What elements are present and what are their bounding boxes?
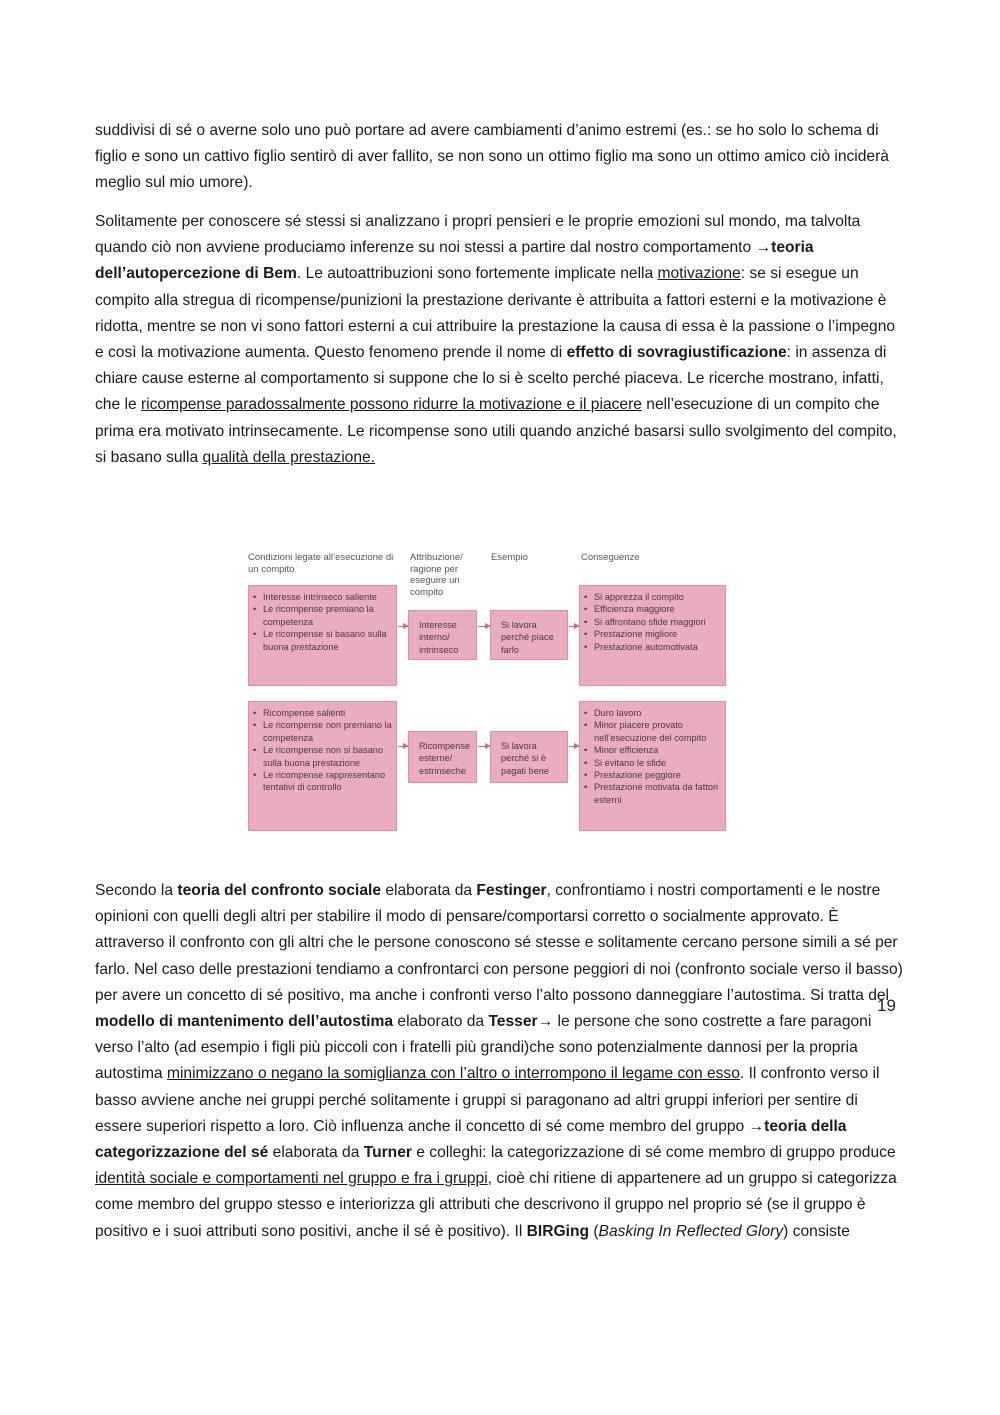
- list-item: • Prestazione peggiore: [580, 769, 725, 781]
- row1-conditions-list: [249, 591, 396, 653]
- italic-basking: Basking In Reflected Glory: [598, 1222, 784, 1240]
- arrow: [398, 626, 408, 627]
- row1-attribution-box: [408, 610, 477, 660]
- bold-term-festinger: Festinger: [476, 882, 547, 899]
- list-item: • Efficienza maggiore: [580, 603, 725, 615]
- list-item: • Le ricompense non premiano la competenza: [249, 719, 396, 744]
- bold-term-mantenimento-autostima: modello di mantenimento dell’autostima: [95, 1013, 394, 1031]
- row2-example-text: Si lavora perché si è pagati bene: [501, 741, 550, 776]
- page-number: 19: [877, 996, 896, 1015]
- bold-term-confronto-sociale: teoria del confronto sociale: [177, 882, 381, 899]
- list-item: • Le ricompense si basano sulla buona prestazione: [249, 628, 396, 653]
- text-span: ) consiste: [783, 1222, 850, 1240]
- underlined-qualita: qualità della prestazione.: [202, 448, 376, 466]
- text-span: elaborata da: [268, 1144, 364, 1162]
- underlined-motivazione: motivazione: [657, 265, 741, 283]
- row1-conditions-box: [248, 585, 397, 686]
- text-span: , confrontiamo i nostri comportamenti e le nostre opinioni con quelli degli altri per stabilire il modo di pensare/comportarsi corretto o socialmente approvato. È attraverso il confronto con gli altri che le persone conoscono sé stesse e solitamente cercano persone simili a sé per farlo. Nel caso delle prestazioni tendiamo a confrontarci con persone peggiori di noi (confronto sociale verso il basso) per avere un concetto di sé positivo, ma anche i confronti verso l’alto possono danneggiare l’autostima. Si tratta del: [95, 882, 903, 1004]
- text-span: elaborata da: [381, 882, 477, 899]
- text-span: , cioè chi ritiene di appartenere ad un gruppo si categorizza come membro del gruppo stesso e interiorizza gli attributi che descrivono il gruppo nel proprio sé (se il gruppo è positivo e i suoi attributi sono positivi, anche il sé è positivo). Il: [95, 1170, 897, 1240]
- text-span: elaborato da: [393, 1013, 489, 1031]
- text-span: Secondo la: [95, 882, 178, 899]
- list-item: • Si apprezza il compito: [580, 591, 725, 603]
- text-span: . Le autoattribuzioni sono fortemente implicate nella: [296, 265, 658, 283]
- list-item: • Le ricompense rappresentano tentativi di controllo: [249, 769, 396, 794]
- paragraph-2: [95, 209, 907, 471]
- header-example: Esempio: [491, 552, 528, 563]
- list-item: • Prestazione migliore: [580, 628, 725, 640]
- row2-example-box: [490, 731, 568, 783]
- bold-term-turner: Turner: [363, 1144, 412, 1162]
- row1-consequences-box: [579, 585, 726, 686]
- bold-term-categorizzazione: →teoria della categorizzazione del sé: [95, 1117, 847, 1162]
- list-item: • Si affrontano sfide maggiori: [580, 616, 725, 628]
- text-span: suddivisi di sé o averne solo uno può portare ad avere cambiamenti d’animo estremi (es.: se ho solo lo schema di figlio e sono un cattivo figlio sentirò di aver fallito, se non sono un ottimo figlio ma sono un ottimo amico ciò inciderà meglio sul mio umore).: [95, 122, 889, 192]
- bold-term-bem: →teoria dell’autopercezione di Bem: [95, 239, 814, 283]
- paragraph-3: [95, 878, 907, 1245]
- list-item: • Le ricompense non si basano sulla buona prestazione: [249, 744, 396, 769]
- row2-conditions-list: [249, 707, 396, 794]
- list-item: • Si evitano le sfide: [580, 757, 725, 769]
- list-item: • Duro lavoro: [580, 707, 725, 719]
- text-span: Solitamente per conoscere sé stessi si analizzano i propri pensieri e le proprie emozioni sul mondo, ma talvolta quando ciò non avviene produciamo inferenze su noi stessi a partire dal nostro comportamento: [95, 213, 861, 257]
- text-span: → le persone che sono costrette a fare paragoni verso l’alto (ad esempio i figli più piccoli con i fratelli più grandi)che sono potenzialmente dannosi per la propria autostima: [95, 1013, 872, 1083]
- text-span: e colleghi: la categorizzazione di sé come membro di gruppo produce: [411, 1144, 896, 1162]
- arrow: [478, 626, 490, 627]
- row2-consequences-list: [580, 707, 725, 806]
- text-span: : se si esegue un compito alla stregua di ricompense/punizioni la prestazione derivante è attribuita a fattori esterni e la motivazione è ridotta, mentre se non vi sono fattori esterni a cui attribuire la prestazione la causa di essa è la passione o l’impegno e così la motivazione aumenta. Questo fenomeno prende il nome di: [95, 265, 896, 362]
- list-item: • Le ricompense premiano la competenza: [249, 603, 396, 628]
- underlined-ricompense: ricompense paradossalmente possono ridurre la motivazione e il piacere: [140, 396, 642, 414]
- text-span: nell’esecuzione di un compito che prima era motivato intrinsecamente. Le ricompense sono utili quando anziché basarsi sullo svolgimento del compito, si basano sulla: [95, 396, 897, 466]
- list-item: • Interesse intrinseco saliente: [249, 591, 396, 603]
- row2-conditions-box: [248, 701, 397, 831]
- row2-consequences-box: [579, 701, 726, 831]
- row1-attribution-text: Interesse interno/ intrinseco: [419, 620, 459, 655]
- row1-consequences-list: [580, 591, 725, 653]
- arrow: [478, 746, 490, 747]
- list-item: • Minor piacere provato nell’esecuzione del compito: [580, 719, 725, 744]
- motivation-diagram: [246, 550, 719, 835]
- row1-example-text: Si lavora perché piace farlo: [501, 620, 554, 655]
- header-consequences: Conseguenze: [581, 552, 640, 563]
- bold-term-birging: BIRGing: [526, 1222, 590, 1240]
- list-item: • Prestazione automotivata: [580, 641, 725, 653]
- header-conditions: Condizioni legate all’esecuzione di un compito: [248, 552, 394, 575]
- row2-attribution-box: [408, 731, 477, 783]
- paragraph-1: [95, 118, 907, 197]
- list-item: • Minor efficienza: [580, 744, 725, 756]
- text-span: (: [589, 1222, 599, 1240]
- arrow: [398, 746, 408, 747]
- list-item: • Ricompense salienti: [249, 707, 396, 719]
- row2-attribution-text: Ricompense esterne/ estrinseche: [419, 741, 471, 776]
- arrow: [569, 626, 579, 627]
- underlined-minimizzano: minimizzano o negano la somiglianza con l’altro o interrompono il legame con esso: [166, 1065, 740, 1083]
- bold-term-sovragiustificazione: effetto di sovragiustificazione: [566, 344, 787, 362]
- bold-term-tesser: Tesser: [488, 1013, 538, 1031]
- list-item: • Prestazione motivata da fattori esterni: [580, 781, 725, 806]
- underlined-identita: identità sociale e comportamenti nel gruppo e fra i gruppi: [95, 1170, 488, 1188]
- header-attribution: Attribuzione/ ragione per eseguire un compito: [410, 552, 463, 598]
- text-span: . Il confronto verso il basso avviene anche nei gruppi perché solitamente i gruppi si paragonano ad altri gruppi inferiori per sentire di essere superiori rispetto a loro. Ciò influenza anche il concetto di sé come membro del gruppo: [95, 1065, 880, 1135]
- arrow: [569, 746, 579, 747]
- text-span: : in assenza di chiare cause esterne al comportamento si suppone che lo si è scelto perché piaceva. Le ricerche mostrano, infatti, che le: [95, 344, 887, 414]
- row1-example-box: [490, 610, 568, 660]
